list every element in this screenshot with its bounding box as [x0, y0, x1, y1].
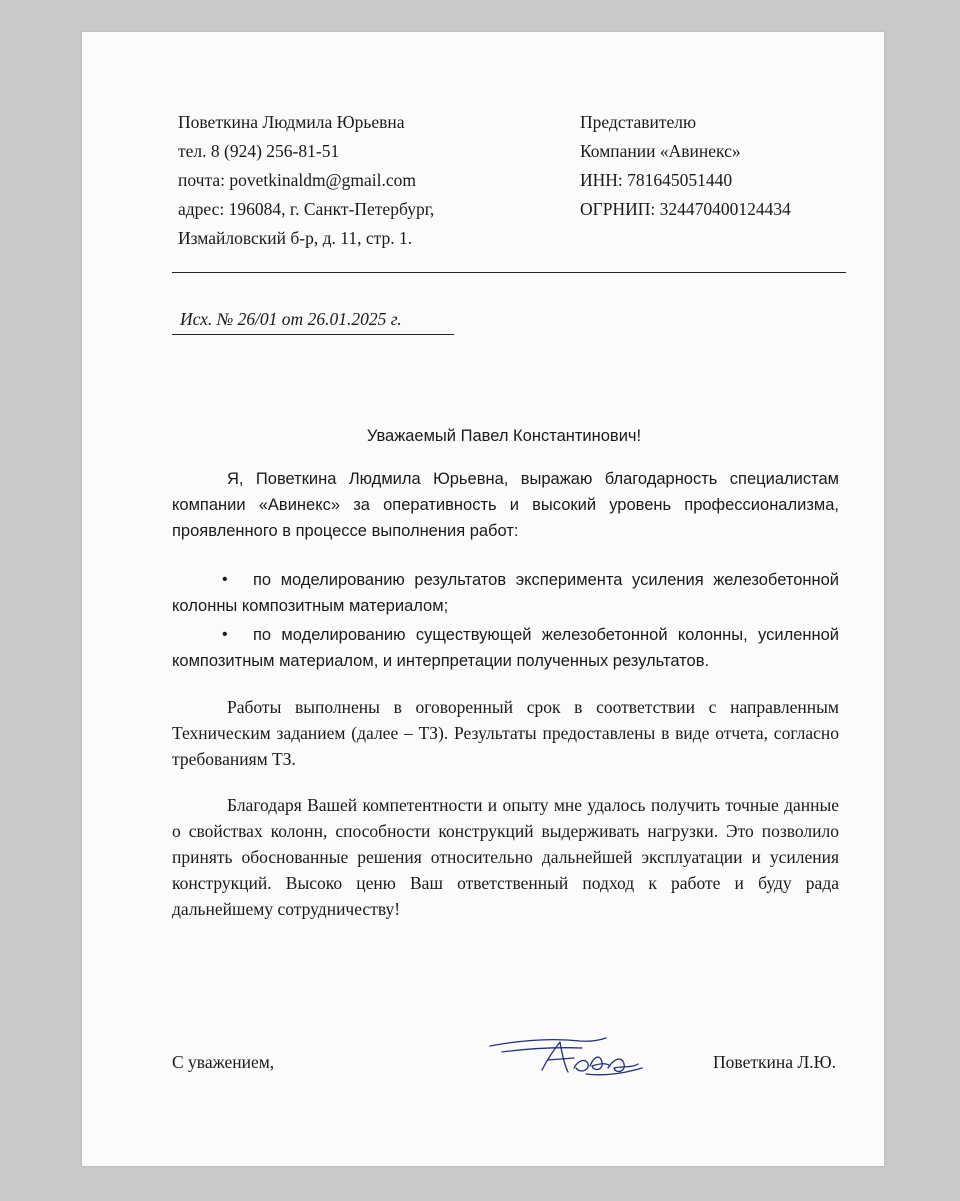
letter-body: [172, 466, 839, 922]
salutation: Уважаемый Павел Константинович!: [366, 427, 642, 445]
sender-name: Поветкина Людмила Юрьевна: [178, 112, 405, 132]
list-item-text: по моделированию результатов эксперимента усиления железобетонной колонны композитным материалом;: [172, 571, 839, 615]
header-divider: [172, 272, 846, 273]
work-list: [172, 567, 839, 674]
paragraph-intro: Я, Поветкина Людмила Юрьевна, выражаю благодарность специалистам компании «Авинекс» за оперативность и высокий уровень профессионализма, проявленного в процессе выполнения работ:: [172, 470, 839, 540]
sender-email: почта: povetkinaldm@gmail.com: [178, 170, 417, 190]
sender-address-line2: Измайловский б-р, д. 11, стр. 1.: [178, 228, 413, 248]
paragraph-terms: Работы выполнены в оговоренный срок в соответствии с направленным Техническим заданием (далее – ТЗ). Результаты предоставлены в виде отчета, согласно требованиям ТЗ.: [172, 697, 839, 769]
bullet-icon: •: [222, 571, 228, 588]
signer-name: Поветкина Л.Ю.: [713, 1052, 836, 1072]
sender-address-line1: адрес: 196084, г. Санкт-Петербург,: [178, 199, 435, 219]
list-item: [172, 622, 839, 674]
outgoing-reference: Исх. № 26/01 от 26.01.2025 г.: [172, 307, 454, 335]
sender-block: [178, 108, 518, 253]
paragraph-gratitude: Благодаря Вашей компетентности и опыту мне удалось получить точные данные о свойствах колонн, способности конструкций выдерживать нагрузки. Это позволило принять обоснованные решения относительно дальнейшей эксплуатации и усиления конструкций. Высоко ценю Ваш ответственный подход к работе и буду рада дальнейшему сотрудничеству!: [172, 795, 839, 919]
handwritten-signature: [482, 1028, 672, 1086]
recipient-ogrnip: ОГРНИП: 324470400124434: [580, 199, 791, 219]
recipient-line2: Компании «Авинекс»: [580, 141, 741, 161]
sender-phone: тел. 8 (924) 256-81-51: [178, 141, 340, 161]
closing-phrase: С уважением,: [172, 1052, 275, 1072]
recipient-line1: Представителю: [580, 112, 697, 132]
list-item-text: по моделированию существующей железобетонной колонны, усиленной композитным материалом, и интерпретации полученных результатов.: [172, 626, 839, 670]
letter-page: [82, 32, 884, 1166]
bullet-icon: •: [222, 626, 228, 643]
list-item: [172, 567, 839, 619]
recipient-block: [580, 108, 860, 224]
recipient-inn: ИНН: 781645051440: [580, 170, 733, 190]
